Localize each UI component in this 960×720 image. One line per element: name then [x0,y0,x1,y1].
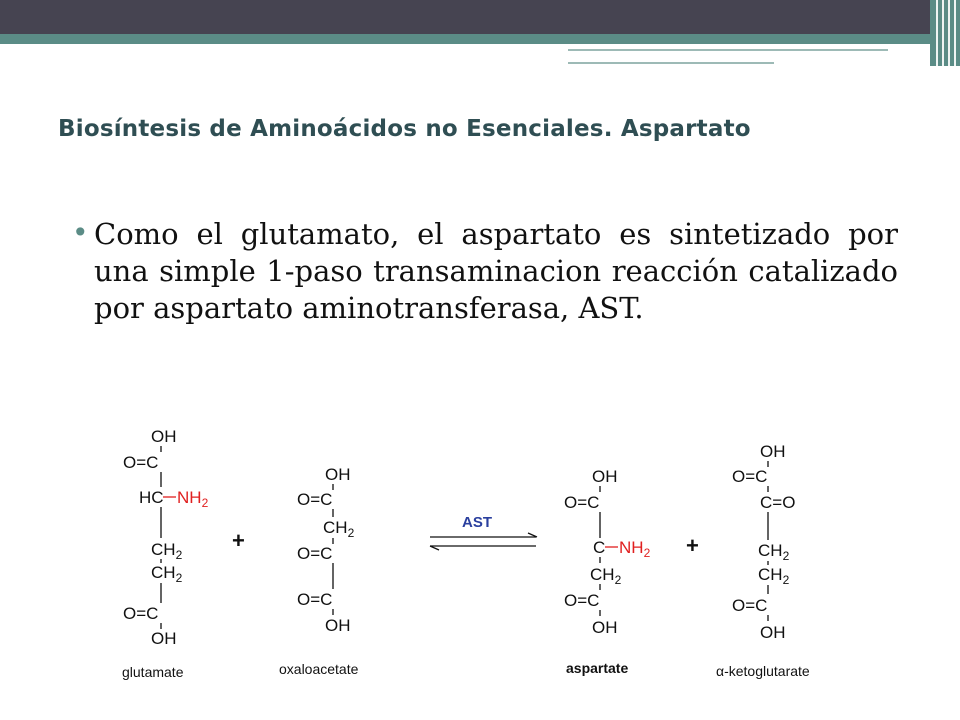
atom-hc: HC [139,488,164,507]
atom-oh: OH [760,442,786,461]
atom-carbonyl: O=C [123,453,159,472]
atom-carbonyl: O=C [297,590,333,609]
aspartate-label: aspartate [566,660,629,676]
atom-carbonyl: O=C [564,591,600,610]
atom-ch2: $CH_2$ [758,541,790,563]
amino-group: $NH_2$ [177,488,209,510]
atom-carbonyl: O=C [732,467,768,486]
bullet-text: Como el glutamato, el aspartato es sintetizado por una simple 1-paso transaminacion reacción catalizado por aspartato aminotransferasa, AST. [94,217,898,325]
enzyme-label: AST [462,514,492,531]
atom-oh: OH [760,623,786,642]
atom-keto: C=O [760,493,796,512]
atom-oh: OH [151,629,177,648]
atom-ch2: $CH_2$ [151,563,183,585]
plus-sign: + [232,528,245,553]
atom-oh: OH [151,427,177,446]
ketoglutarate-structure [716,442,810,679]
atom-ch2: $CH_2$ [590,565,622,587]
atom-ch2: $CH_2$ [151,540,183,562]
glutamate-label: glutamate [122,664,184,680]
ketoglutarate-label: α-ketoglutarate [716,663,810,679]
plus-sign: + [686,533,699,558]
atom-carbonyl: O=C [297,490,333,509]
amino-group: $NH_2$ [619,538,651,560]
oxaloacetate-label: oxaloacetate [279,661,359,677]
atom-carbonyl: O=C [564,493,600,512]
atom-carbonyl: O=C [123,604,159,623]
glutamate-structure [122,427,209,680]
bullet-marker: • [72,216,89,249]
atom-oh: OH [592,467,618,486]
slide-title: Biosíntesis de Aminoácidos no Esenciales. Aspartato [58,116,751,142]
equilibrium-arrows [430,514,537,550]
atom-oh: OH [592,618,618,637]
atom-oh: OH [325,465,351,484]
atom-oh: OH [325,616,351,635]
atom-carbonyl: O=C [732,596,768,615]
oxaloacetate-structure [279,465,359,677]
atom-ch2: $CH_2$ [758,565,790,587]
atom-carbonyl: O=C [297,544,333,563]
atom-c: C [593,538,606,557]
aspartate-structure [564,467,651,676]
atom-ch2: $CH_2$ [323,518,355,540]
